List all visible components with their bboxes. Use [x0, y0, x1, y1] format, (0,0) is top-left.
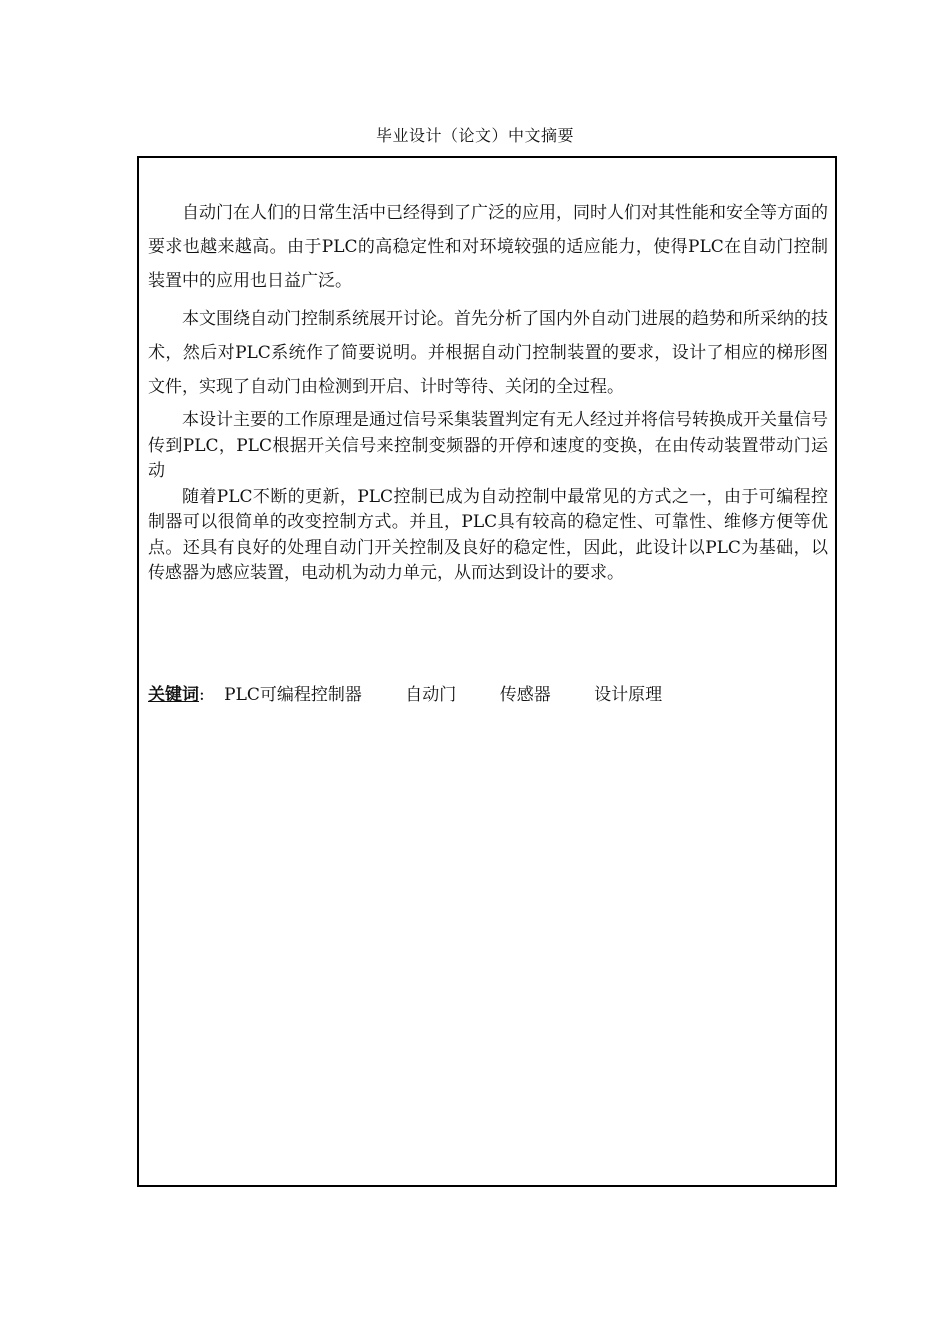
header-title: 毕业设计（论文）中文摘要	[375, 126, 574, 145]
abstract-paragraph-4: 随着PLC不断的更新，PLC控制已成为自动控制中最常见的方式之一，由于可编程控制器可以很简单的改变控制方式。并且，PLC具有较高的稳定性、可靠性、维修方便等优点。还具有良好的处理自动门开关控制及良好的稳定性，因此，此设计以PLC为基础，以传感器为感应装置，电动机为动力单元，从而达到设计的要求。	[148, 486, 828, 583]
keyword-item: PLC可编程控制器	[224, 685, 362, 705]
keyword-item: 传感器	[499, 685, 551, 705]
page-header	[0, 124, 950, 148]
keywords-line	[148, 683, 828, 707]
keyword-item: 自动门	[405, 685, 457, 705]
abstract-paragraph-1: 自动门在人们的日常生活中已经得到了广泛的应用，同时人们对其性能和安全等方面的要求也越来越高。由于PLC的高稳定性和对环境较强的适应能力，使得PLC在自动门控制装置中的应用也日益广泛。	[148, 203, 828, 291]
keywords-label: 关键词	[148, 685, 199, 705]
abstract-paragraph-3: 本设计主要的工作原理是通过信号采集装置判定有无人经过并将信号转换成开关量信号传到PLC，PLC根据开关信号来控制变频器的开停和速度的变换，在由传动装置带动门运动	[148, 410, 828, 481]
keyword-item: 设计原理	[594, 685, 663, 705]
abstract-box	[137, 156, 837, 1187]
abstract-body	[148, 196, 828, 587]
keywords-separator: :	[199, 685, 205, 705]
abstract-paragraph-2: 本文围绕自动门控制系统展开讨论。首先分析了国内外自动门进展的趋势和所采纳的技术，然后对PLC系统作了简要说明。并根据自动门控制装置的要求，设计了相应的梯形图文件，实现了自动门由检测到开启、计时等待、关闭的全过程。	[148, 309, 828, 397]
